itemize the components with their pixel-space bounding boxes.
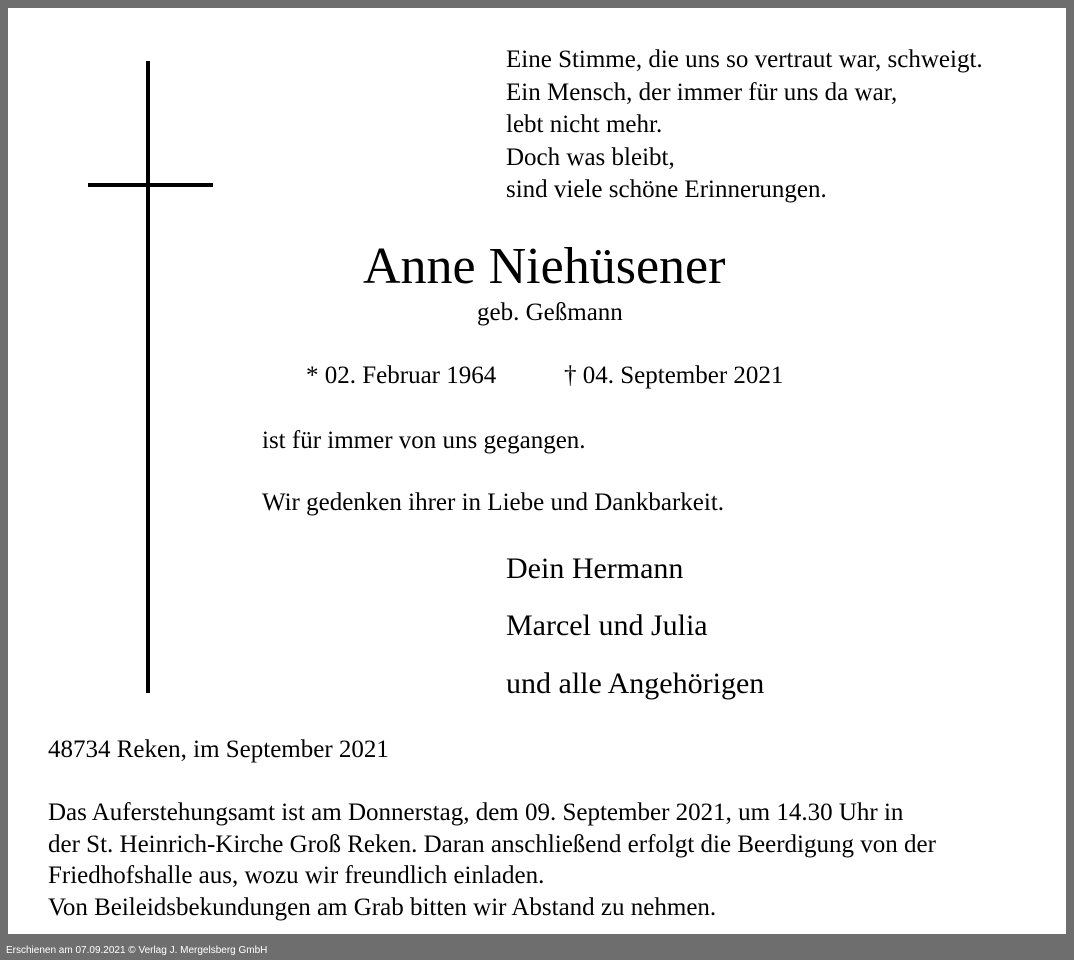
poem-line: sind viele schöne Erinnerungen. xyxy=(506,176,827,203)
funeral-line: der St. Heinrich-Kirche Groß Reken. Daran anschließend erfolgt die Beerdigung von der xyxy=(48,830,936,858)
place-date: 48734 Reken, im September 2021 xyxy=(48,736,389,763)
poem-line: Ein Mensch, der immer für uns da war, xyxy=(506,78,898,106)
funeral-line: Von Beileidsbekundungen am Grab bitten wir Abstand zu nehmen. xyxy=(48,893,717,921)
poem xyxy=(506,44,983,207)
message-line: Wir gedenken ihrer in Liebe und Dankbarkeit. xyxy=(262,489,725,516)
mourner-name: Marcel und Julia xyxy=(506,609,708,642)
poem-line: Eine Stimme, die uns so vertraut war, schweigt. xyxy=(506,46,983,73)
funeral-line: Friedhofshalle aus, wozu wir freundlich einladen. xyxy=(48,862,545,890)
mourner-name: und alle Angehörigen xyxy=(506,667,765,700)
maiden-name: geb. Geßmann xyxy=(477,299,623,326)
cross-icon xyxy=(146,61,150,693)
message-line: ist für immer von uns gegangen. xyxy=(262,427,586,454)
publication-footer: Erschienen am 07.09.2021 © Verlag J. Mergelsberg GmbH xyxy=(6,945,268,956)
mourner-name: Dein Hermann xyxy=(506,552,684,585)
birth-date: * 02. Februar 1964 xyxy=(306,362,497,389)
obituary-notice xyxy=(8,8,1066,934)
poem-line: lebt nicht mehr. xyxy=(506,111,663,138)
cross-icon-crossbar xyxy=(88,183,213,187)
death-date: † 04. September 2021 xyxy=(564,362,784,389)
funeral-line: Das Auferstehungsamt ist am Donnerstag, dem 09. September 2021, um 14.30 Uhr in xyxy=(48,799,904,826)
funeral-details xyxy=(48,797,936,923)
poem-line: Doch was bleibt, xyxy=(506,143,675,171)
deceased-name: Anne Niehüsener xyxy=(363,238,726,295)
